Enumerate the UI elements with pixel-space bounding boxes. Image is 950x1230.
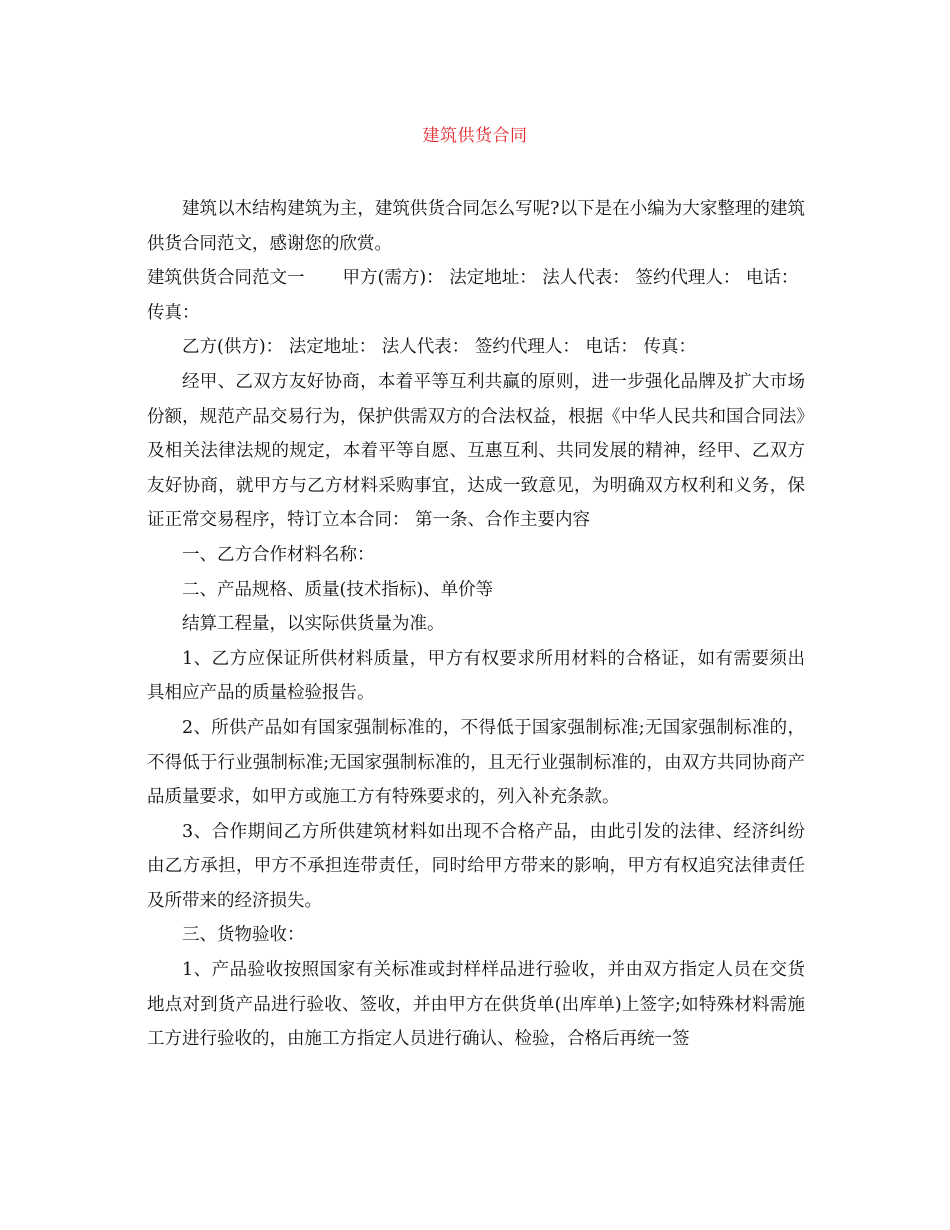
document-body (147, 192, 805, 1057)
item-1-heading: 一、乙方合作材料名称： (182, 544, 375, 565)
acceptance-clause-1: 1、产品验收按照国家有关标准或封样样品进行验收，并由双方指定人员在交货地点对到货产品进行验收、签收，并由甲方在供货单(出库单)上签字;如特殊材料需施工方进行验收的，由施工方指定人员进行确认、检验，合格后再统一签 (147, 960, 805, 1050)
intro-paragraph: 建筑以木结构建筑为主，建筑供货合同怎么写呢?以下是在小编为大家整理的建筑供货合同范文，感谢您的欣赏。 (147, 199, 805, 254)
preamble-paragraph: 经甲、乙双方友好协商，本着平等互利共赢的原则，进一步强化品牌及扩大市场份额，规范产品交易行为，保护供需双方的合法权益，根据《中华人民共和国合同法》及相关法律法规的规定，本着平等自愿、互惠互利、共同发展的精神，经甲、乙双方友好协商，就甲方与乙方材料采购事宜，达成一致意见，为明确双方权利和义务，保证正常交易程序，特订立本合同： 第一条、合作主要内容 (147, 371, 805, 531)
sample-label: 建筑供货合同范文一 (147, 268, 305, 289)
quality-clause-2: 2、所供产品如有国家强制标准的，不得低于国家强制标准;无国家强制标准的，不得低于行业强制标准;无国家强制标准的，且无行业强制标准的，由双方共同协商产品质量要求，如甲方或施工方有特殊要求的，列入补充条款。 (147, 717, 805, 808)
party-b-paragraph: 乙方(供方)： 法定地址： 法人代表： 签约代理人： 电话： 传真： (182, 337, 696, 358)
item-3-heading: 三、货物验收： (182, 925, 305, 946)
party-a-text: 甲方(需方)： 法定地址： 法人代表： 签约代理人： 电话： 传真： (147, 268, 799, 323)
item-2-heading: 二、产品规格、质量(技术指标)、单价等 (182, 579, 494, 600)
party-a-paragraph (147, 261, 805, 330)
document-title: 建筑供货合同 (422, 126, 528, 146)
settlement-paragraph: 结算工程量，以实际供货量为准。 (182, 614, 445, 635)
quality-clause-1: 1、乙方应保证所供材料质量，甲方有权要求所用材料的合格证，如有需要须出具相应产品的质量检验报告。 (147, 648, 805, 704)
quality-clause-3: 3、合作期间乙方所供建筑材料如出现不合格产品，由此引发的法律、经济纠纷由乙方承担，甲方不承担连带责任，同时给甲方带来的影响，甲方有权追究法律责任及所带来的经济损失。 (147, 821, 805, 911)
